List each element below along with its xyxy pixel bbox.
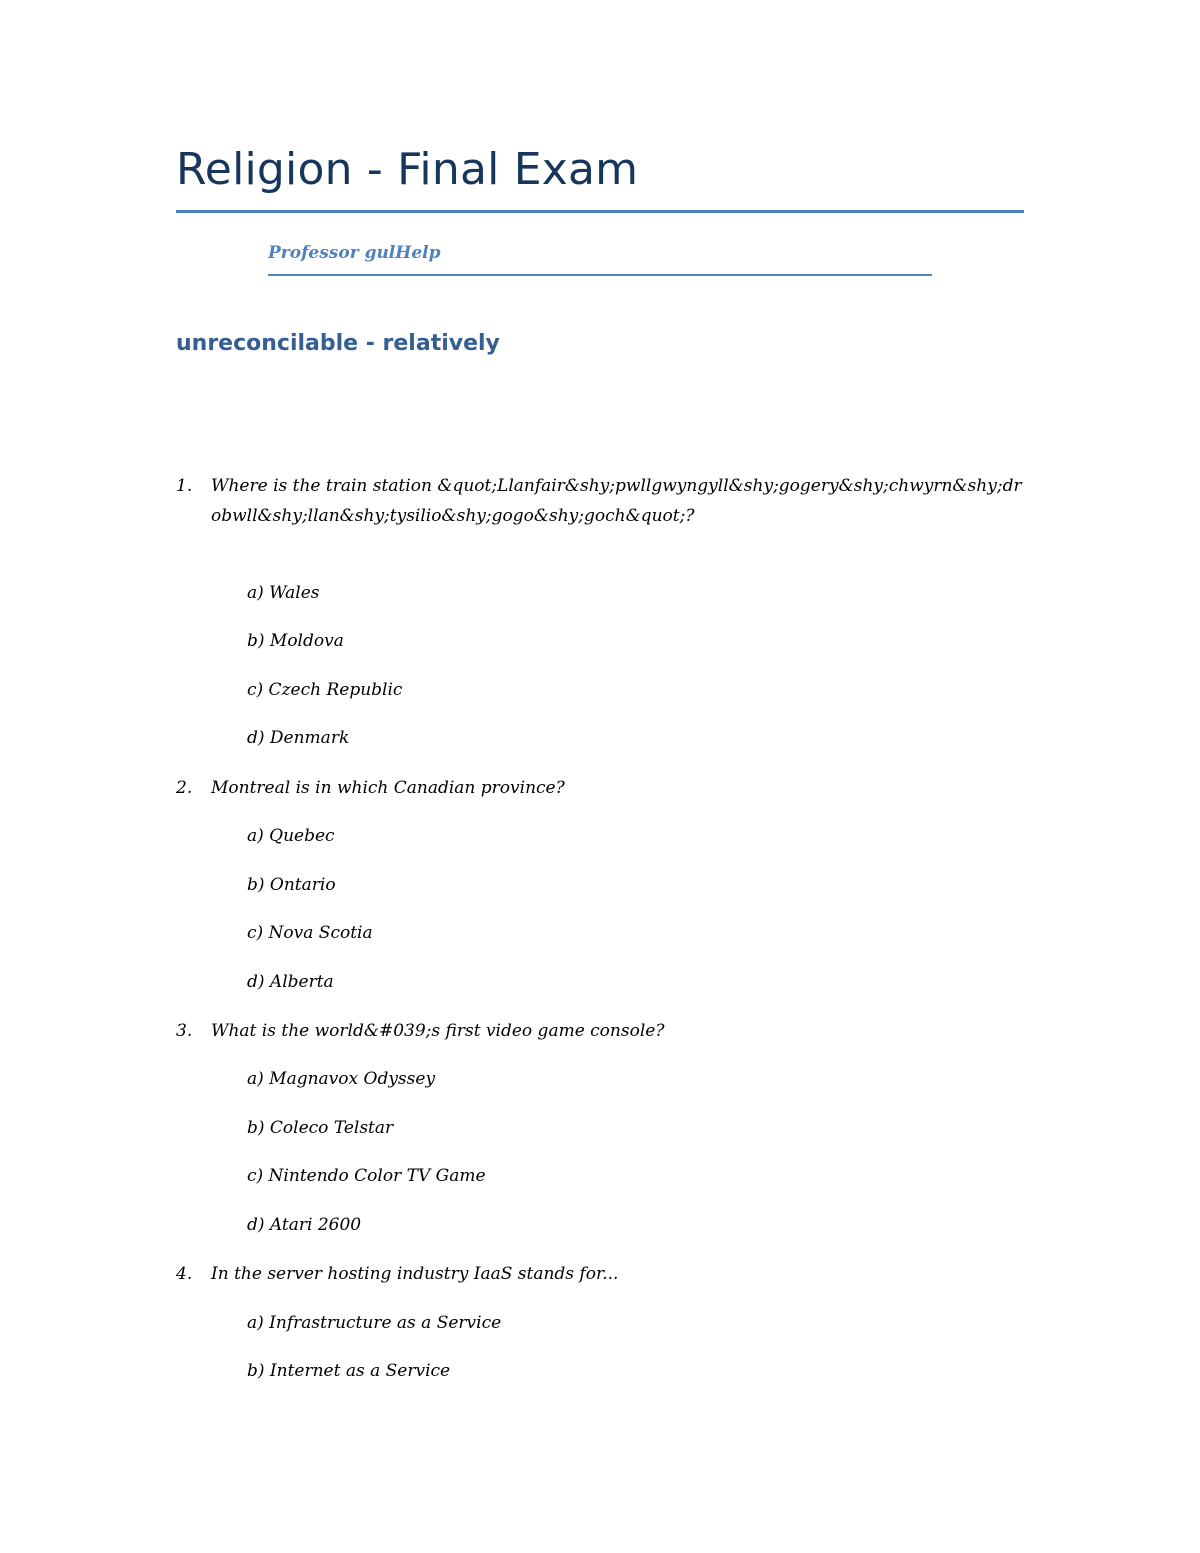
answer-option: c) Nova Scotia	[247, 923, 373, 943]
question-text: What is the world&#039;s first video game console?	[211, 1021, 665, 1041]
question-text: Where is the train station &quot;Llanfair&shy;pwllgwyngyll&shy;gogery&shy;chwyrn&shy;drobwll&shy;llan&shy;tysilio&shy;gogo&shy;goch&quot;?	[211, 476, 1022, 526]
professor-name: Professor gulHelp	[268, 243, 441, 263]
answer-option: d) Alberta	[247, 972, 334, 992]
answer-option: a) Wales	[247, 583, 320, 603]
document-title: Religion - Final Exam	[176, 144, 639, 195]
answer-option: d) Atari 2600	[247, 1215, 362, 1235]
question-number: 3.	[176, 1021, 193, 1041]
section-heading: unreconcilable - relatively	[176, 331, 500, 356]
professor-underline	[268, 274, 932, 276]
answer-option: b) Ontario	[247, 875, 336, 895]
question-number: 2.	[176, 778, 193, 798]
question-text: In the server hosting industry IaaS stands for...	[211, 1264, 619, 1284]
question-number: 1.	[176, 476, 193, 496]
answer-option: d) Denmark	[247, 728, 350, 748]
question-text: Montreal is in which Canadian province?	[211, 778, 565, 798]
answer-option: c) Czech Republic	[247, 680, 403, 700]
answer-option: c) Nintendo Color TV Game	[247, 1166, 486, 1186]
answer-option: b) Coleco Telstar	[247, 1118, 394, 1138]
answer-option: a) Infrastructure as a Service	[247, 1313, 502, 1333]
question-number: 4.	[176, 1264, 193, 1284]
answer-option: a) Magnavox Odyssey	[247, 1069, 436, 1089]
answer-option: b) Moldova	[247, 631, 344, 651]
answer-option: a) Quebec	[247, 826, 335, 846]
answer-option: b) Internet as a Service	[247, 1361, 451, 1381]
title-underline	[176, 210, 1024, 213]
